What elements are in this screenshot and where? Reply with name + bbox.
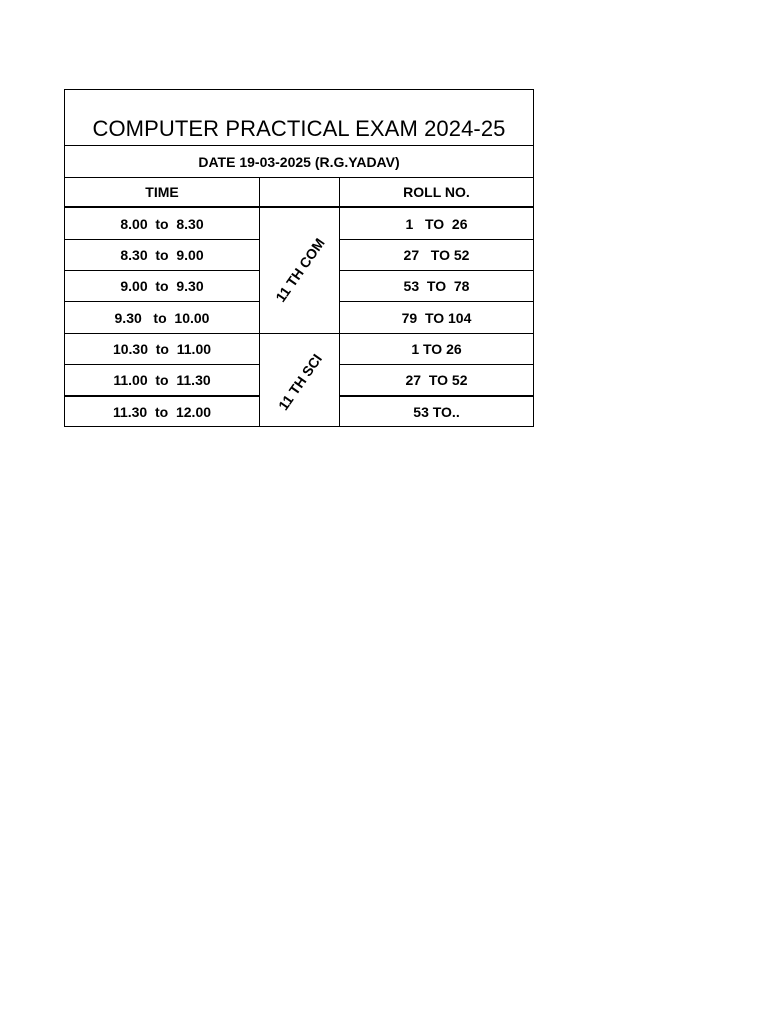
class-group-com — [259, 208, 340, 334]
row-7-time: 11.30 to 12.00 — [112, 403, 212, 420]
row-2-roll: 27 TO 52 — [340, 240, 533, 271]
row-1-roll: 1 TO 26 — [340, 208, 533, 240]
row-4-time: 9.30 to 10.00 — [65, 302, 259, 334]
header-class — [259, 177, 340, 208]
row-3-time: 9.00 to 9.30 — [65, 271, 259, 302]
row-2-time: 8.30 to 9.00 — [65, 240, 259, 271]
row-5-time: 10.30 to 11.00 — [65, 334, 259, 365]
row-5-roll: 1 TO 26 — [340, 334, 533, 365]
header-roll: ROLL NO. — [340, 177, 533, 208]
row-1-time: 8.00 to 8.30 — [65, 208, 259, 240]
date-line: DATE 19-03-2025 (R.G.YADAV) — [65, 146, 533, 178]
row-4-roll: 79 TO 104 — [340, 302, 533, 334]
row-3-roll: 53 TO 78 — [340, 271, 533, 302]
row-6-time: 11.00 to 11.30 — [65, 365, 259, 397]
class-group-sci — [259, 334, 340, 426]
class-group-label: 11 TH SCI — [274, 350, 326, 414]
exam-schedule-table — [64, 89, 534, 427]
row-6-roll: 27 TO 52 — [340, 365, 533, 397]
class-group-label: 11 TH COM — [272, 235, 328, 305]
header-time: TIME — [65, 177, 259, 208]
row-7-roll: 53 TO.. — [413, 403, 460, 420]
table-title: COMPUTER PRACTICAL EXAM 2024-25 — [65, 90, 533, 146]
